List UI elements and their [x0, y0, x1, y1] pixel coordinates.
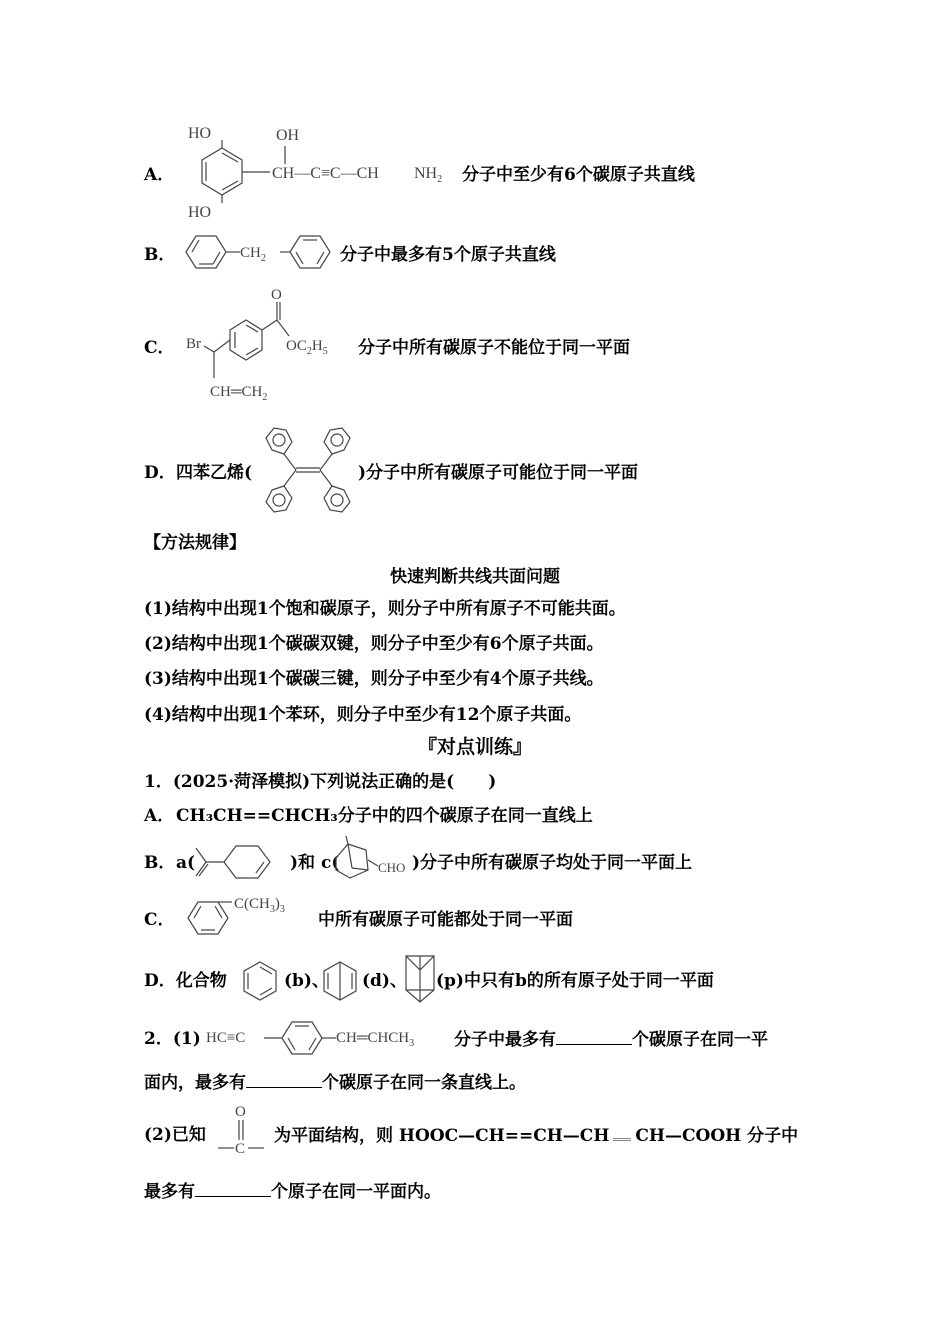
- q1-b-letter: B．: [144, 853, 176, 873]
- q1-d-d: (d)、: [362, 971, 407, 991]
- structure-q2: [204, 1016, 454, 1060]
- option-d-text: )分子中所有碳原子可能位于同一平面: [358, 463, 639, 483]
- tert-butyl-label: $C(CH_3)_3$: [234, 896, 285, 915]
- rule-3: (3)结构中出现1个碳碳三键，则分子中至少有4个原子共线。: [144, 669, 604, 689]
- double-bond-mark: [613, 1124, 631, 1141]
- rule-1: (1)结构中出现1个饱和碳原子，则分子中所有原子不可能共面。: [144, 599, 626, 619]
- method-title: 快速判断共线共面问题: [390, 567, 560, 587]
- alkyne-label: HC≡C: [206, 1030, 246, 1046]
- q1-c-text: 中所有碳原子可能都处于同一平面: [318, 910, 573, 930]
- option-b-letter: B．: [144, 245, 176, 265]
- rule-4: (4)结构中出现1个苯环，则分子中至少有12个原子共面。: [144, 705, 582, 725]
- propenyl-label: $CH═CHCH_3$: [336, 1030, 415, 1049]
- q1-d-b: (b)、: [284, 971, 329, 991]
- q1-b-part2: )和 c(: [290, 853, 340, 873]
- oh-label: OH: [276, 127, 300, 144]
- option-c-letter: C．: [144, 338, 175, 358]
- option-b-text: 分子中最多有5个原子共直线: [340, 245, 556, 265]
- tetraphenylethylene-structure: [258, 418, 358, 518]
- vinyl-label: $CH═CH_2$: [210, 384, 268, 403]
- q2-p2-text: 为平面结构，则 HOOC—CH==CH—CH CH—COOH 分子中: [274, 1126, 799, 1146]
- structure-c: [182, 282, 362, 408]
- structure-c-bicyclic: [330, 836, 416, 886]
- benzene-ring-a: [202, 148, 242, 195]
- ho-label-top: HO: [188, 125, 212, 142]
- q2-p1-text: 分子中最多有 个碳原子在同一平: [454, 1030, 768, 1050]
- q2-p2-line2: 最多有 个原子在同一平面内。: [144, 1182, 441, 1202]
- q2-p1-num: 2．(1): [144, 1029, 201, 1049]
- phenyl-ring-3: [266, 486, 292, 512]
- option-c-text: 分子中所有碳原子不能位于同一平面: [358, 338, 630, 358]
- option-d-prefix: 四苯乙烯(: [176, 463, 253, 483]
- carbonyl-o-label: O: [271, 287, 282, 303]
- ester-label: $OC_2H_5$: [286, 338, 328, 357]
- carbonyl-structure: [214, 1102, 270, 1162]
- carbonyl-o: O: [235, 1104, 246, 1120]
- answer-blank-2[interactable]: [246, 1071, 322, 1088]
- cyclohexene-ring: [224, 846, 270, 878]
- structure-a: [180, 118, 470, 228]
- q1-c-letter: C．: [144, 910, 175, 930]
- answer-blank-1[interactable]: [556, 1028, 632, 1045]
- q1-d-text: (p)中只有b的所有原子处于同一平面: [436, 971, 714, 991]
- structure-b: [182, 230, 342, 274]
- option-a-text: 分子中至少有6个碳原子共直线: [462, 165, 695, 185]
- q2-p1-line2: 面内，最多有 个碳原子在同一条直线上。: [144, 1073, 526, 1093]
- answer-blank-3[interactable]: [195, 1180, 271, 1197]
- q2-p2-prefix: (2)已知: [144, 1125, 206, 1145]
- q1-b-part3: )分子中所有碳原子均处于同一平面上: [412, 853, 693, 873]
- ch2-label: $CH_2$: [240, 245, 266, 264]
- dewar-benzene-d-structure: [320, 960, 360, 1004]
- method-header: 【方法规律】: [144, 533, 246, 553]
- q1-b-part1: a(: [176, 853, 196, 873]
- chain-label: CH—C≡C—CH: [272, 165, 379, 182]
- q1-d-letter: D．化合物: [144, 971, 227, 991]
- cho-label: CHO: [378, 860, 406, 875]
- structure-tert-butylbenzene: [184, 894, 314, 940]
- q1-a-letter: A．: [144, 806, 175, 826]
- structure-a-terpene: [192, 840, 296, 886]
- prismane-p-structure: [402, 952, 438, 1006]
- bicyclic-ring: [336, 844, 368, 878]
- phenyl-ring-4: [324, 486, 350, 512]
- rule-2: (2)结构中出现1个碳碳双键，则分子中至少有6个原子共面。: [144, 634, 604, 654]
- ho-label-bottom: HO: [188, 204, 212, 221]
- benzene-b-structure: [240, 960, 280, 1004]
- q1-stem: 1．(2025·菏泽模拟)下列说法正确的是( ): [144, 772, 497, 792]
- br-label: Br: [186, 336, 201, 352]
- q1-a-text: CH₃CH==CHCH₃分子中的四个碳原子在同一直线上: [176, 806, 593, 826]
- option-a-letter: A．: [144, 165, 175, 185]
- phenyl-ring-1: [266, 428, 292, 454]
- option-d-letter: D．: [144, 463, 176, 483]
- phenyl-ring-2: [324, 428, 350, 454]
- carbonyl-c: C: [235, 1141, 246, 1157]
- training-title: 『对点训练』: [417, 736, 532, 758]
- nh2-label: $NH_2$: [414, 165, 443, 185]
